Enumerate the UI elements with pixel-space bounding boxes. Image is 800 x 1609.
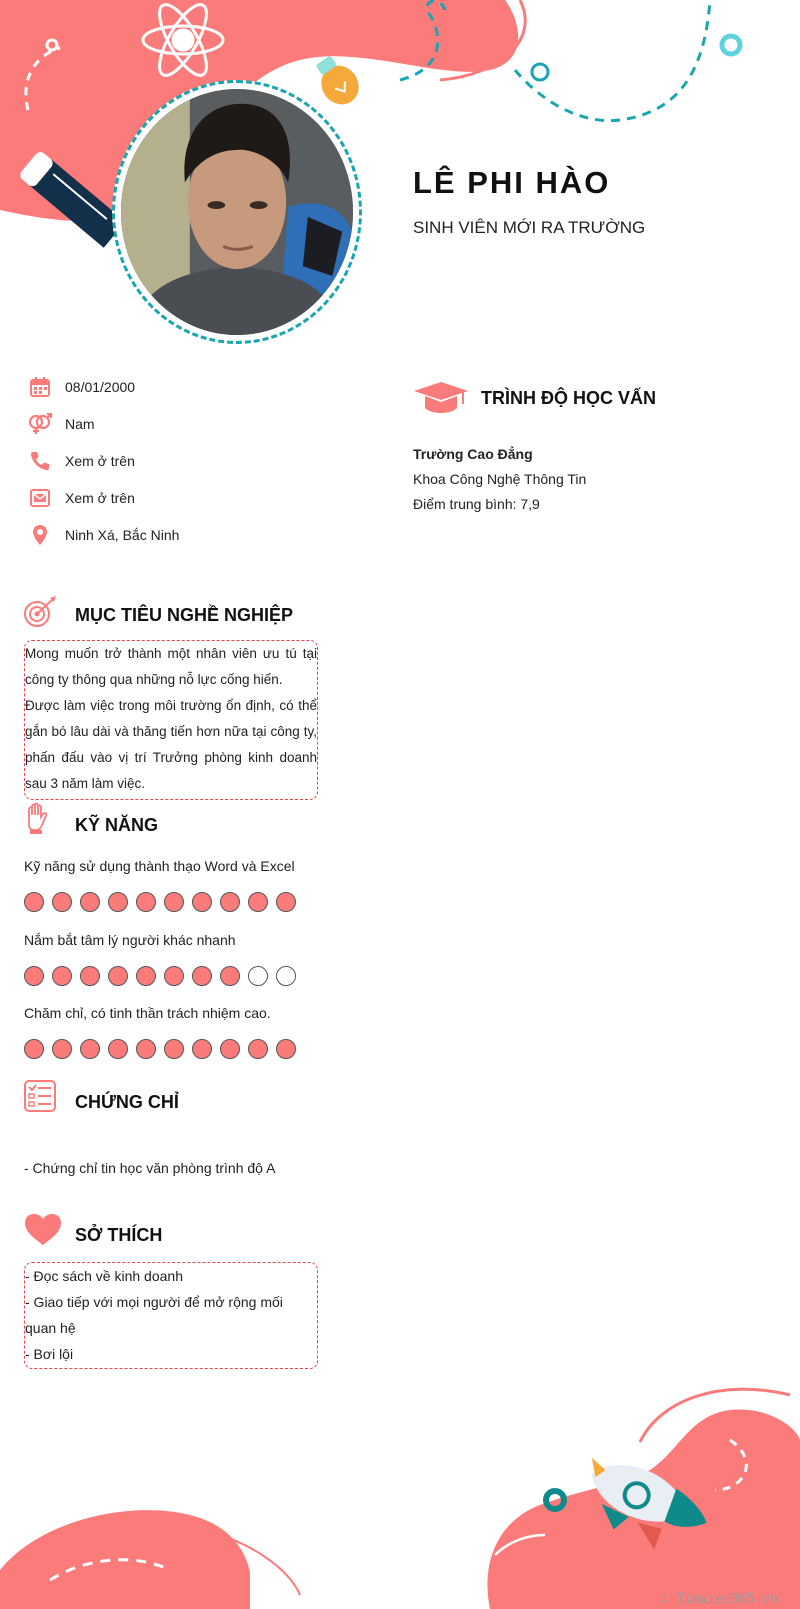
skill-dot-filled bbox=[80, 966, 100, 986]
email-value: Xem ở trên bbox=[65, 490, 135, 506]
skill-dot-filled bbox=[220, 966, 240, 986]
skill-dot-filled bbox=[52, 892, 72, 912]
skill-dot-filled bbox=[192, 966, 212, 986]
footer-decoration bbox=[0, 1380, 800, 1609]
skill-dot-filled bbox=[164, 1039, 184, 1059]
skill-dot-filled bbox=[80, 1039, 100, 1059]
info-email bbox=[28, 486, 328, 510]
hand-icon bbox=[24, 803, 48, 835]
target-icon bbox=[22, 596, 58, 628]
hobby-item-3: - Bơi lội bbox=[25, 1346, 74, 1362]
objective-paragraph-1: Mong muốn trở thành một nhân viên ưu tú tại công ty thông qua những nỗ lực cống hiến. bbox=[25, 646, 317, 687]
skill-rating-1 bbox=[24, 892, 304, 912]
skill-dot-filled bbox=[220, 1039, 240, 1059]
skill-dot-filled bbox=[136, 966, 156, 986]
skill-dot-filled bbox=[24, 892, 44, 912]
candidate-name: LÊ PHI HÀO bbox=[413, 165, 611, 200]
skill-dot-filled bbox=[108, 1039, 128, 1059]
graduation-cap-icon bbox=[413, 380, 469, 414]
hobby-item-2: - Giao tiếp với mọi người để mở rộng mối quan hệ bbox=[25, 1294, 283, 1336]
skill-dot-filled bbox=[164, 892, 184, 912]
mail-icon bbox=[28, 486, 52, 510]
objective-title: MỤC TIÊU NGHỀ NGHIỆP bbox=[75, 605, 294, 625]
certificate-item-1: - Chứng chỉ tin học văn phòng trình độ A bbox=[24, 1160, 276, 1176]
education-title: TRÌNH ĐỘ HỌC VẤN bbox=[481, 388, 656, 408]
skill-label-3: Chăm chỉ, có tinh thần trách nhiệm cao. bbox=[24, 1005, 271, 1021]
education-school: Trường Cao Đẳng bbox=[413, 446, 533, 462]
objective-box bbox=[24, 640, 318, 800]
birthday-value: 08/01/2000 bbox=[65, 379, 136, 395]
skill-dot-filled bbox=[192, 1039, 212, 1059]
skills-title: KỸ NĂNG bbox=[75, 815, 159, 835]
phone-value: Xem ở trên bbox=[65, 453, 135, 469]
skill-dot-filled bbox=[108, 892, 128, 912]
info-gender bbox=[28, 412, 328, 436]
gender-value: Nam bbox=[65, 416, 95, 432]
skill-dot-empty bbox=[276, 966, 296, 986]
skill-dot-filled bbox=[276, 1039, 296, 1059]
hobbies-box bbox=[24, 1262, 318, 1369]
skill-dot-filled bbox=[52, 1039, 72, 1059]
skill-dot-filled bbox=[24, 966, 44, 986]
skill-dot-filled bbox=[276, 892, 296, 912]
education-gpa: Điểm trung bình: 7,9 bbox=[413, 496, 540, 512]
bulb-icon bbox=[308, 50, 366, 112]
phone-icon bbox=[28, 449, 52, 473]
certificates-title: CHỨNG CHỈ bbox=[75, 1092, 179, 1112]
address-value: Ninh Xá, Bắc Ninh bbox=[65, 527, 180, 543]
skill-dot-filled bbox=[136, 892, 156, 912]
skill-rating-3 bbox=[24, 1039, 304, 1059]
info-address bbox=[28, 523, 328, 547]
watermark: ∴ Timviec365.vn bbox=[660, 1592, 778, 1607]
info-birthday bbox=[28, 375, 328, 399]
info-phone bbox=[28, 449, 328, 473]
skill-dot-filled bbox=[248, 892, 268, 912]
hobbies-title: SỞ THÍCH bbox=[75, 1225, 163, 1245]
skill-dot-filled bbox=[192, 892, 212, 912]
skill-dot-empty bbox=[248, 966, 268, 986]
profile-photo-image bbox=[121, 89, 353, 335]
job-title: SINH VIÊN MỚI RA TRƯỜNG bbox=[413, 218, 646, 237]
skill-dot-filled bbox=[164, 966, 184, 986]
skill-dot-filled bbox=[24, 1039, 44, 1059]
objective-paragraph-2: Được làm việc trong môi trường ổn định, có thể gắn bó lâu dài và thăng tiến hơn nữa tại công ty, phấn đấu vào vị trí Trưởng phòng kinh doanh sau 3 năm làm việc. bbox=[25, 698, 317, 791]
profile-photo bbox=[112, 80, 362, 344]
heart-icon bbox=[24, 1213, 62, 1247]
skill-dot-filled bbox=[108, 966, 128, 986]
checklist-icon bbox=[24, 1080, 56, 1112]
skill-dot-filled bbox=[220, 892, 240, 912]
skill-dot-filled bbox=[248, 1039, 268, 1059]
hobby-item-1: - Đọc sách về kinh doanh bbox=[25, 1268, 183, 1284]
skill-rating-2 bbox=[24, 966, 304, 986]
skill-dot-filled bbox=[136, 1039, 156, 1059]
location-icon bbox=[28, 523, 52, 547]
education-department: Khoa Công Nghệ Thông Tin bbox=[413, 471, 587, 487]
skill-dot-filled bbox=[80, 892, 100, 912]
skill-label-1: Kỹ năng sử dụng thành thạo Word và Excel bbox=[24, 858, 295, 874]
skill-label-2: Nắm bắt tâm lý người khác nhanh bbox=[24, 932, 236, 948]
skill-dot-filled bbox=[52, 966, 72, 986]
gender-icon bbox=[28, 412, 52, 436]
calendar-icon bbox=[28, 375, 52, 399]
